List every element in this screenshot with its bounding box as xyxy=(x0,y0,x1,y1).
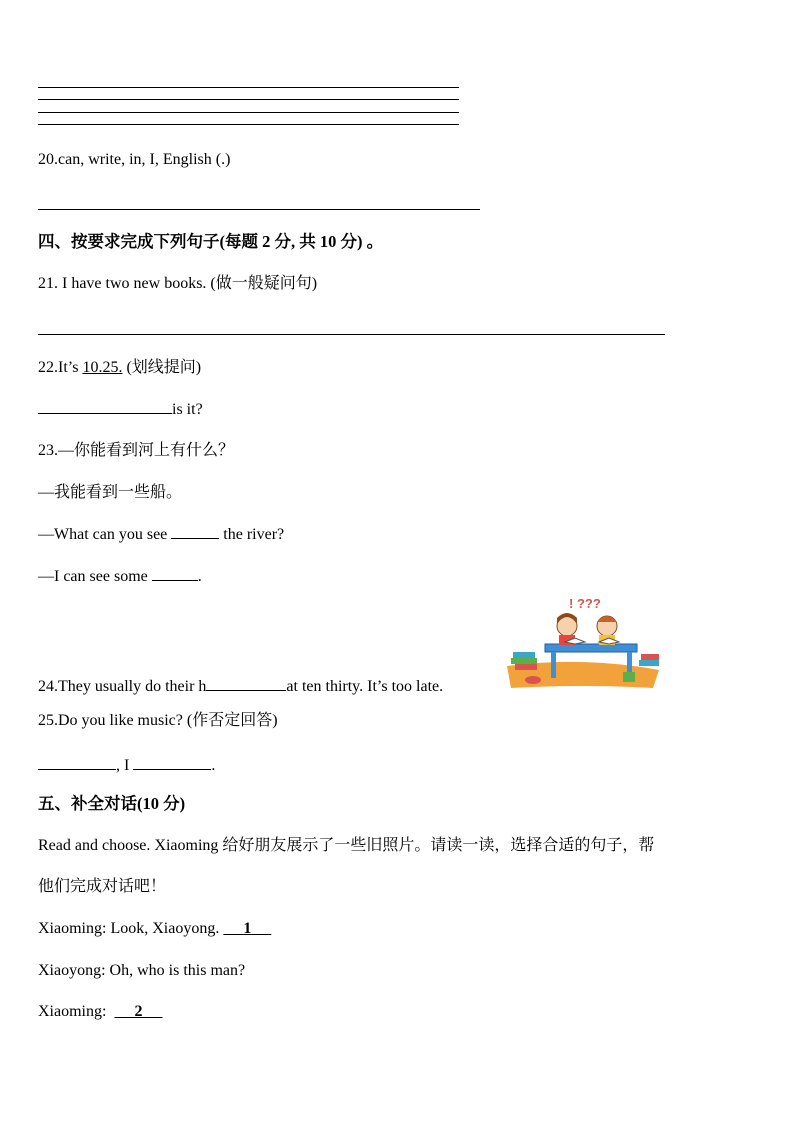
answer-line xyxy=(38,87,459,88)
q23-line3-prefix: —What can you see xyxy=(38,526,172,543)
section-4-heading: 四、按要求完成下列句子(每题 2 分, 共 10 分) 。 xyxy=(38,232,384,251)
section-5-instruction-line2: 他们完成对话吧！ xyxy=(38,878,167,895)
q24-prefix: 24.They usually do their h xyxy=(38,678,207,695)
dialogue-line xyxy=(38,1002,162,1022)
q24-suffix: at ten thirty. It’s too late. xyxy=(286,678,444,695)
answer-blank[interactable] xyxy=(152,566,198,581)
dialogue-line xyxy=(38,961,245,981)
section-5-instruction-line1: Read and choose. Xiaoming 给好朋友展示了一些旧照片。请读一读，选择合适的句子，帮 xyxy=(38,837,655,854)
q25-answer-middle: , I xyxy=(116,757,134,774)
answer-line-21 xyxy=(38,334,665,335)
question-24 xyxy=(38,676,443,697)
answer-line xyxy=(38,99,459,100)
q22-underlined-time: 10.25. xyxy=(82,359,123,376)
answer-line xyxy=(38,112,459,113)
q23-line3-suffix: the river? xyxy=(219,526,285,543)
speaker: Xiaoming: xyxy=(38,920,107,937)
dialogue-blank[interactable] xyxy=(114,1003,162,1020)
question-22 xyxy=(38,358,201,378)
q22-prefix: 22.It’s xyxy=(38,359,83,376)
question-22-answer xyxy=(38,399,203,420)
question-23-line1: 23.—你能看到河上有什么？ xyxy=(38,442,235,459)
question-25: 25.Do you like music? (作否定回答) xyxy=(38,712,278,729)
q23-line4-prefix: —I can see some xyxy=(38,568,152,585)
blank-number: 1 xyxy=(243,920,252,937)
question-23-line2: —我能看到一些船。 xyxy=(38,484,183,501)
speaker: Xiaoyong: xyxy=(38,962,106,979)
children-studying-illustration xyxy=(503,596,661,692)
q22-suffix: (划线提问) xyxy=(122,359,202,376)
answer-blank[interactable] xyxy=(38,399,172,414)
question-23-line4 xyxy=(38,566,202,587)
dialogue-text: Look, Xiaoyong. xyxy=(110,920,224,937)
question-23-line3 xyxy=(38,524,284,545)
answer-line-20 xyxy=(38,209,480,210)
q23-line4-suffix: . xyxy=(197,568,202,585)
question-25-answer: , I . xyxy=(38,755,215,776)
question-20: 20.can, write, in, I, English (.) xyxy=(38,151,231,168)
answer-blank[interactable] xyxy=(206,676,286,691)
answer-line xyxy=(38,124,459,125)
dialogue-blank[interactable] xyxy=(223,920,271,937)
blank-number: 2 xyxy=(134,1003,143,1020)
section-5-heading: 五、补全对话(10 分) xyxy=(38,794,186,813)
dialogue-line xyxy=(38,919,271,939)
illustration-symbols: ! ??? xyxy=(569,596,601,611)
speaker: Xiaoming: xyxy=(38,1003,107,1020)
answer-blank[interactable] xyxy=(171,524,219,539)
answer-blank[interactable] xyxy=(38,755,116,770)
answer-blank[interactable] xyxy=(133,755,211,770)
q22-answer-suffix: is it? xyxy=(172,401,203,418)
dialogue-text: Oh, who is this man? xyxy=(109,962,246,979)
question-21: 21. I have two new books. (做一般疑问句) xyxy=(38,275,318,292)
